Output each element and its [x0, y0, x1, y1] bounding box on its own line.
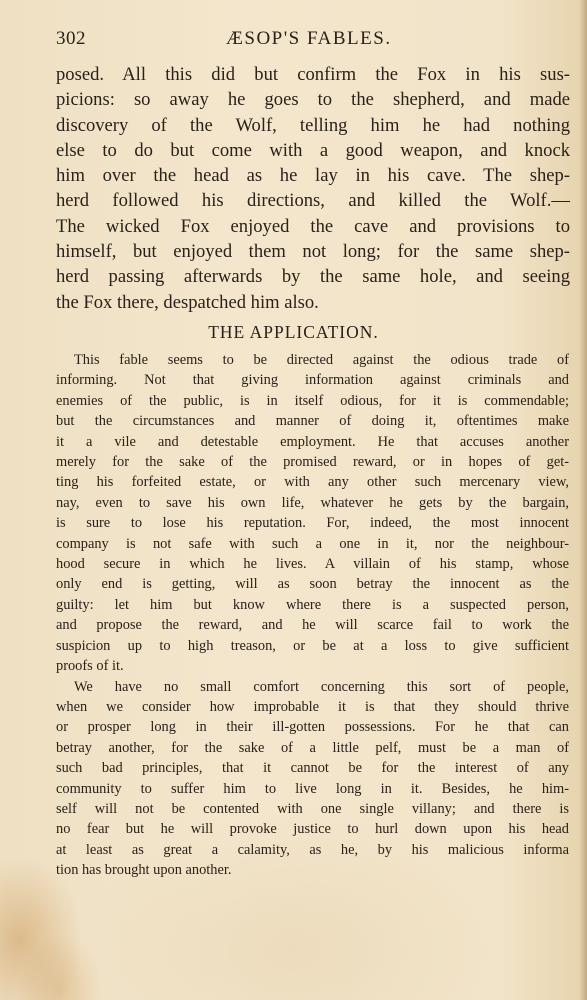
fable-line: herd followed his directions, and killed the Wolf.— — [56, 190, 570, 212]
fable-line: himself, but enjoyed them not long; for the same shep- — [56, 241, 570, 263]
fable-line: else to do but come with a good weapon, and knock — [56, 139, 570, 161]
fable-line: discovery of the Wolf, telling him he had nothing — [56, 114, 570, 136]
page-edge-shadow — [579, 0, 587, 1000]
application-line: nay, even to save his own life, whatever he gets by the bargain, — [56, 494, 569, 511]
application-line: such bad principles, that it cannot be for the interest of any — [56, 760, 569, 777]
application-line: proofs of it. — [56, 658, 124, 675]
fable-line: The wicked Fox enjoyed the cave and provisions to — [56, 215, 570, 237]
application-line: community to suffer him to live long in it. Besides, he him- — [56, 780, 569, 797]
application-line: or prosper long in their ill-gotten possessions. For he that can — [56, 719, 569, 736]
application-line: guilty: let him but know where there is a suspected person, — [56, 596, 569, 613]
application-heading: THE APPLICATION. — [208, 322, 379, 342]
application-text — [56, 350, 569, 881]
application-line: This fable seems to be directed against the odious trade of — [74, 352, 569, 368]
application-line: but the circumstances and manner of doing it, oftentimes make — [56, 413, 569, 430]
application-line: and propose the reward, and he will scarce fail to work the — [56, 617, 569, 634]
application-line: only end is getting, will as soon betray the innocent as the — [56, 576, 569, 593]
fable-line: posed. All this did but confirm the Fox in his sus- — [56, 64, 570, 85]
page-number: 302 — [56, 28, 86, 49]
application-line: merely for the sake of the promised reward, or in hopes of get- — [56, 454, 569, 471]
application-line: no fear but he will provoke justice to hurl down upon his head — [56, 821, 569, 838]
application-line: when we consider how improbable it is that they should thrive — [56, 698, 569, 715]
application-line: self will not be contented with one single villany; and there is — [56, 800, 569, 817]
running-title: ÆSOP'S FABLES. — [226, 28, 392, 49]
application-line: suspicion up to high treason, or be at a loss to give sufficient — [56, 637, 569, 654]
application-line: is sure to lose his reputation. For, indeed, the most innocent — [56, 515, 569, 532]
application-line: tion has brought upon another. — [56, 862, 232, 879]
page-header — [56, 28, 566, 52]
application-line: informing. Not that giving information against criminals and — [56, 372, 569, 389]
application-line: ting his forfeited estate, or with any other such mercenary view, — [56, 474, 569, 491]
application-line: We have no small comfort concerning this sort of people, — [74, 678, 569, 695]
application-line: hood secure in which he lives. A villain of his stamp, whose — [56, 556, 569, 573]
application-line: enemies of the public, is in itself odious, for it is commendable; — [56, 392, 569, 409]
application-line: it a vile and detestable employment. He that accuses another — [56, 433, 569, 450]
application-line: at least as great a calamity, as he, by his malicious informa — [56, 841, 569, 858]
fable-line: picions: so away he goes to the shepherd, and made — [56, 89, 570, 111]
fable-line: the Fox there, despatched him also. — [56, 291, 319, 313]
application-line: betray another, for the sake of a little pelf, must be a man of — [56, 739, 569, 756]
fable-line: him over the head as he lay in his cave. The shep- — [56, 165, 570, 187]
fable-line: herd passing afterwards by the same hole, and seeing — [56, 266, 570, 288]
fable-text — [56, 62, 570, 315]
application-line: company is not safe with such a one in it, nor the neighbour- — [56, 535, 569, 552]
